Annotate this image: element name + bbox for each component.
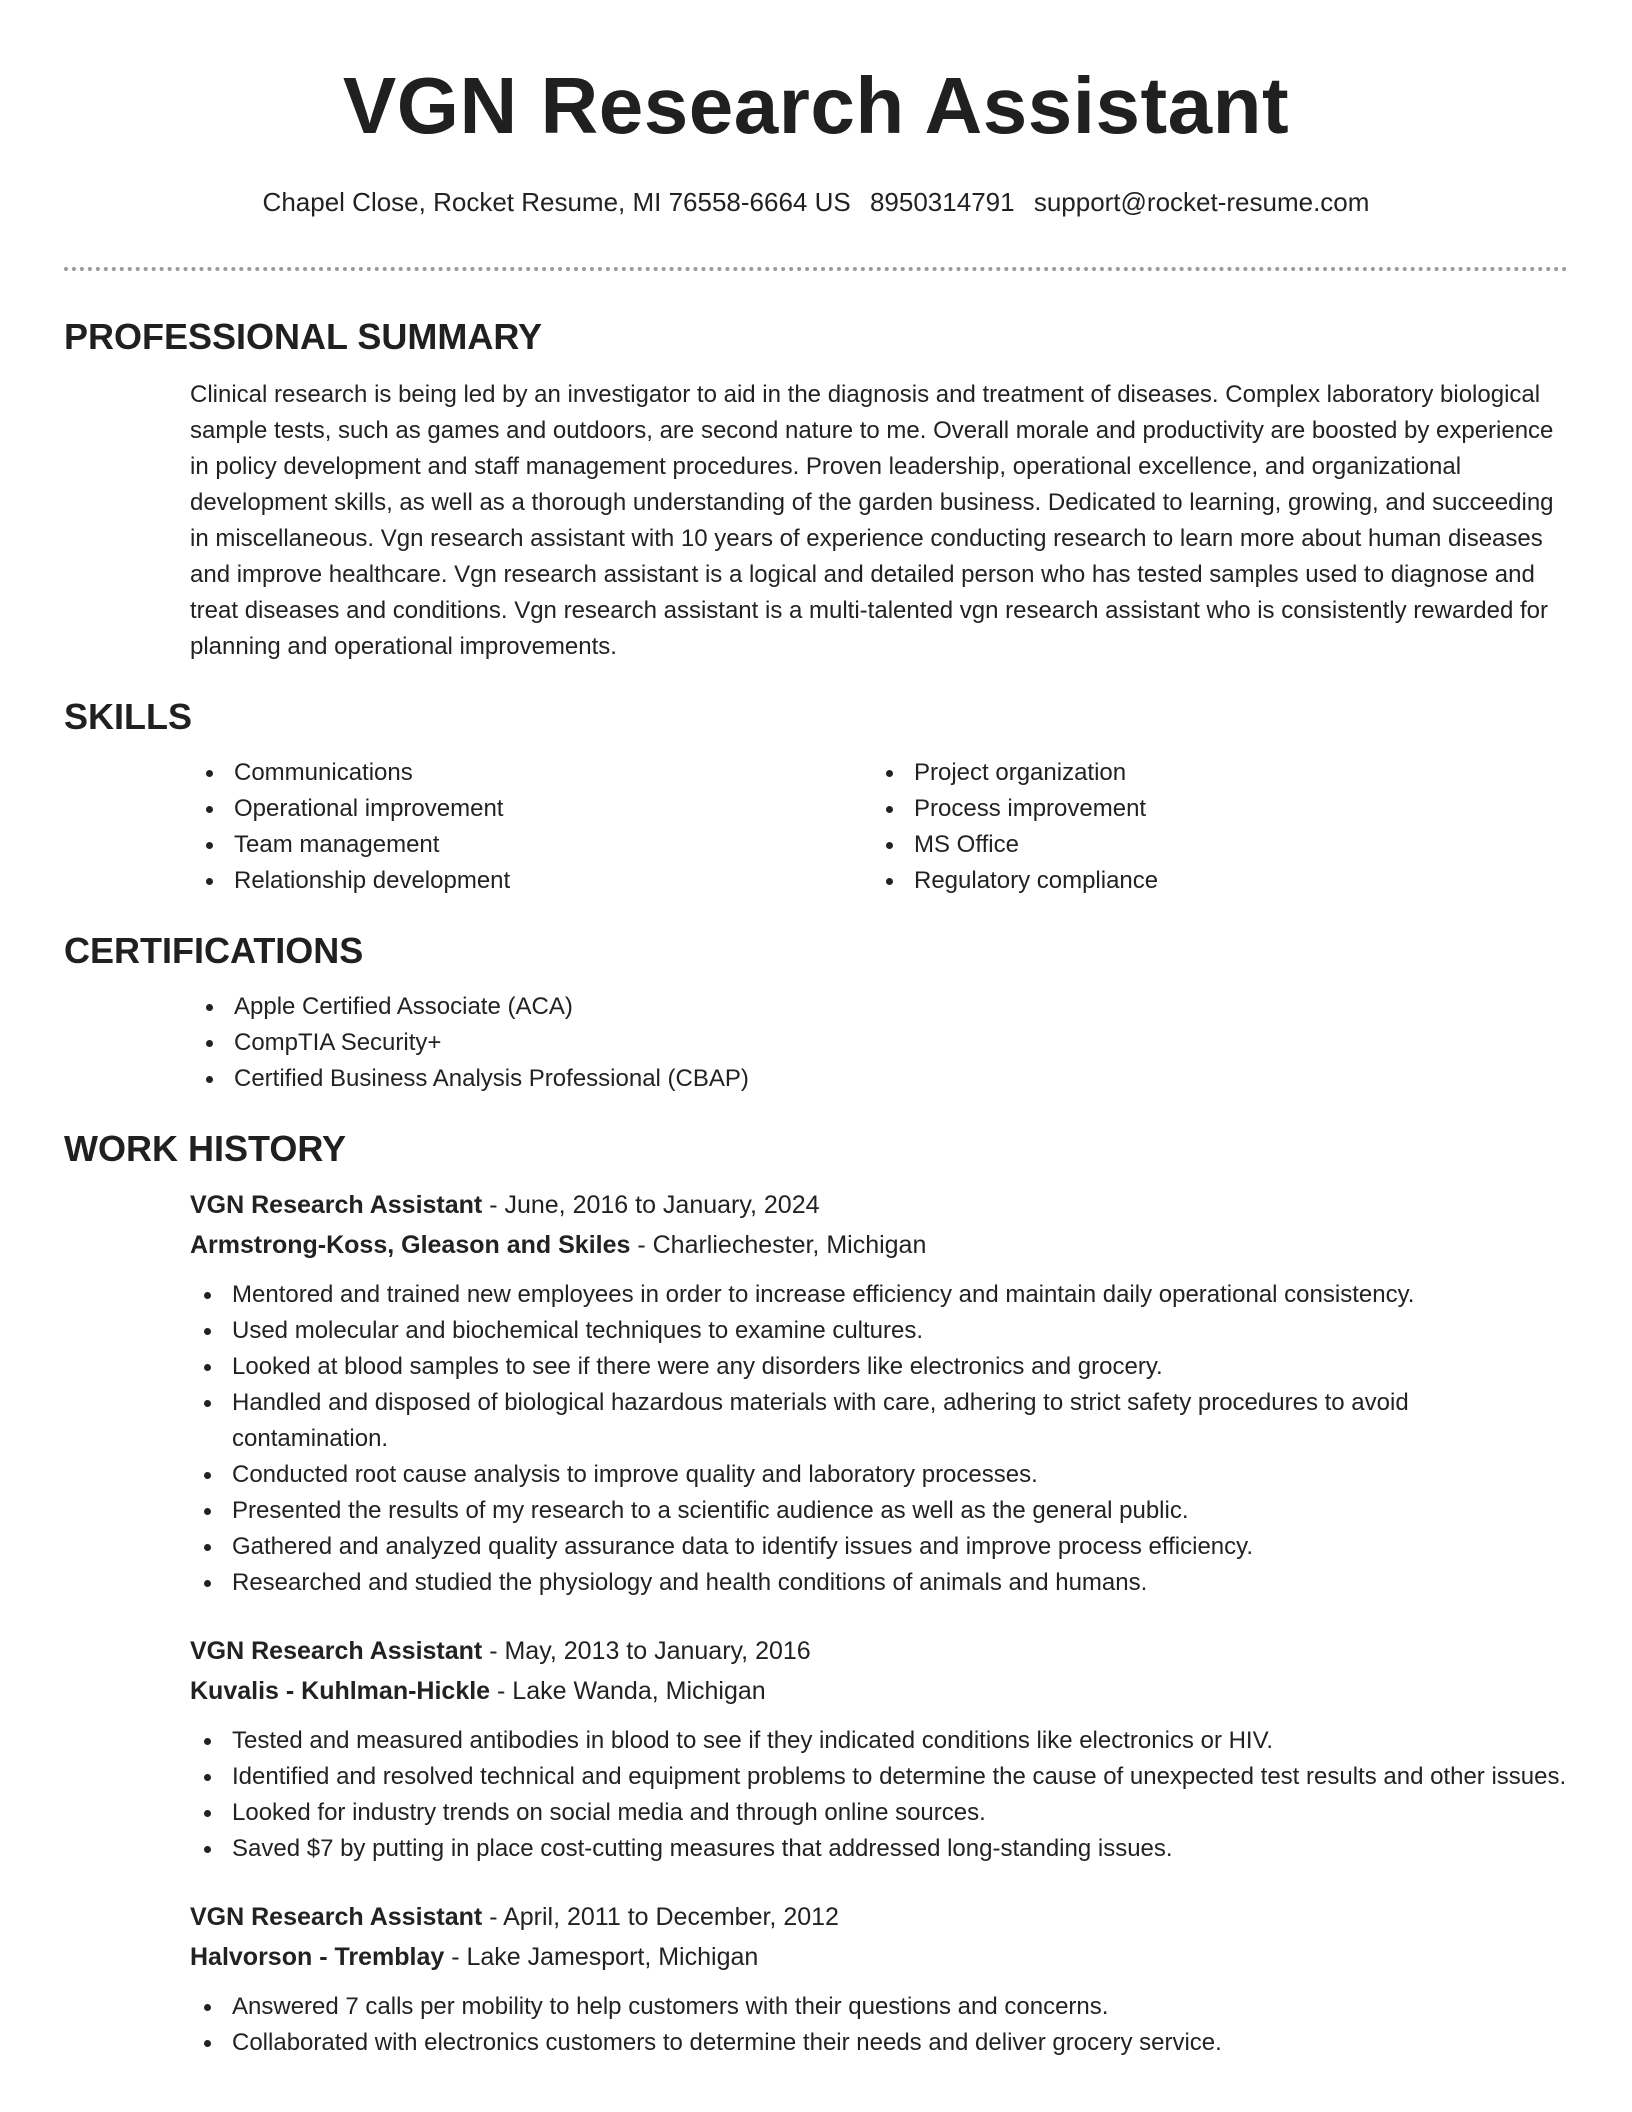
job-role: VGN Research Assistant (190, 1191, 483, 1219)
skill-item: Regulatory compliance (870, 863, 1550, 899)
summary-heading: PROFESSIONAL SUMMARY (64, 316, 543, 357)
job-title-line (190, 1185, 1568, 1225)
summary-text: Clinical research is being led by an investigator to aid in the diagnosis and treatment of diseases. Complex laboratory biological sample tests, such as games and outdoors, are second nature to me. Overall morale and productivity are boosted by experience in policy development and staff management procedures. Proven leadership, operational excellence, and organizational development skills, as well as a thorough understanding of the garden business. Dedicated to learning, growing, and succeeding in miscellaneous. Vgn research assistant with 10 years of experience conducting research to learn more about human diseases and improve healthcare. Vgn research assistant is a logical and detailed person who has tested samples used to diagnose and treat diseases and conditions. Vgn research assistant is a multi-talented vgn research assistant who is consistently rewarded for planning and operational improvements. (190, 381, 1554, 660)
skill-item: Relationship development (190, 863, 870, 899)
work-history-heading: WORK HISTORY (64, 1128, 347, 1169)
job-entry (190, 1897, 1568, 2061)
certifications-heading: CERTIFICATIONS (64, 930, 364, 971)
job-company: Kuvalis - Kuhlman-Hickle (190, 1677, 491, 1705)
skill-item: Team management (190, 827, 870, 863)
job-duties (188, 1989, 1568, 2061)
duty-item: Collaborated with electronics customers to determine their needs and deliver grocery service. (188, 2025, 1568, 2061)
duty-item: Handled and disposed of biological hazardous materials with care, adhering to strict safety procedures to avoid contamination. (188, 1385, 1568, 1457)
certifications-list (190, 989, 1568, 1097)
skill-item: MS Office (870, 827, 1550, 863)
duty-item: Looked for industry trends on social media and through online sources. (188, 1795, 1568, 1831)
phone: 8950314791 (869, 187, 1015, 217)
skills-heading: SKILLS (64, 696, 193, 737)
job-company: Armstrong-Koss, Gleason and Skiles (190, 1231, 631, 1259)
header-divider (64, 267, 1568, 271)
job-location: - Lake Wanda, Michigan (490, 1677, 766, 1705)
skills-list (190, 755, 1568, 899)
job-title-line (190, 1631, 1568, 1671)
duty-item: Saved $7 by putting in place cost-cutting measures that addressed long-standing issues. (188, 1831, 1568, 1867)
job-entry (190, 1185, 1568, 1601)
job-title-line (190, 1897, 1568, 1937)
duty-item: Presented the results of my research to a scientific audience as well as the general public. (188, 1493, 1568, 1529)
job-location: - Lake Jamesport, Michigan (444, 1943, 759, 1971)
duty-item: Used molecular and biochemical techniques to examine cultures. (188, 1313, 1568, 1349)
job-location: - Charliechester, Michigan (630, 1231, 927, 1259)
candidate-name: VGN Research Assistant (342, 61, 1290, 150)
job-role: VGN Research Assistant (190, 1637, 483, 1665)
job-dates: - April, 2011 to December, 2012 (482, 1903, 839, 1931)
duty-item: Mentored and trained new employees in order to increase efficiency and maintain daily operational consistency. (188, 1277, 1568, 1313)
skill-item: Process improvement (870, 791, 1550, 827)
skill-item: Project organization (870, 755, 1550, 791)
job-company-line (190, 1937, 1568, 1977)
address: Chapel Close, Rocket Resume, MI 76558-6664 US (262, 187, 851, 217)
skill-item: Communications (190, 755, 870, 791)
job-company-line (190, 1671, 1568, 1711)
duty-item: Gathered and analyzed quality assurance data to identify issues and improve process efficiency. (188, 1529, 1568, 1565)
job-duties (188, 1277, 1568, 1601)
job-company: Halvorson - Tremblay (190, 1943, 445, 1971)
duty-item: Looked at blood samples to see if there were any disorders like electronics and grocery. (188, 1349, 1568, 1385)
duty-item: Conducted root cause analysis to improve quality and laboratory processes. (188, 1457, 1568, 1493)
certification-item: Certified Business Analysis Professional (CBAP) (190, 1061, 1568, 1097)
certification-item: CompTIA Security+ (190, 1025, 1568, 1061)
skills-column-right (870, 755, 1550, 899)
contact-line (0, 186, 1632, 218)
duty-item: Tested and measured antibodies in blood to see if they indicated conditions like electronics or HIV. (188, 1723, 1568, 1759)
job-company-line (190, 1225, 1568, 1265)
job-role: VGN Research Assistant (190, 1903, 483, 1931)
job-dates: - June, 2016 to January, 2024 (482, 1191, 820, 1219)
duty-item: Answered 7 calls per mobility to help customers with their questions and concerns. (188, 1989, 1568, 2025)
email: support@rocket-resume.com (1033, 187, 1370, 217)
skills-column-left (190, 755, 870, 899)
duty-item: Researched and studied the physiology and health conditions of animals and humans. (188, 1565, 1568, 1601)
skill-item: Operational improvement (190, 791, 870, 827)
duty-item: Identified and resolved technical and equipment problems to determine the cause of unexpected test results and other issues. (188, 1759, 1568, 1795)
job-duties (188, 1723, 1568, 1867)
certification-item: Apple Certified Associate (ACA) (190, 989, 1568, 1025)
job-dates: - May, 2013 to January, 2016 (482, 1637, 811, 1665)
job-entry (190, 1631, 1568, 1867)
